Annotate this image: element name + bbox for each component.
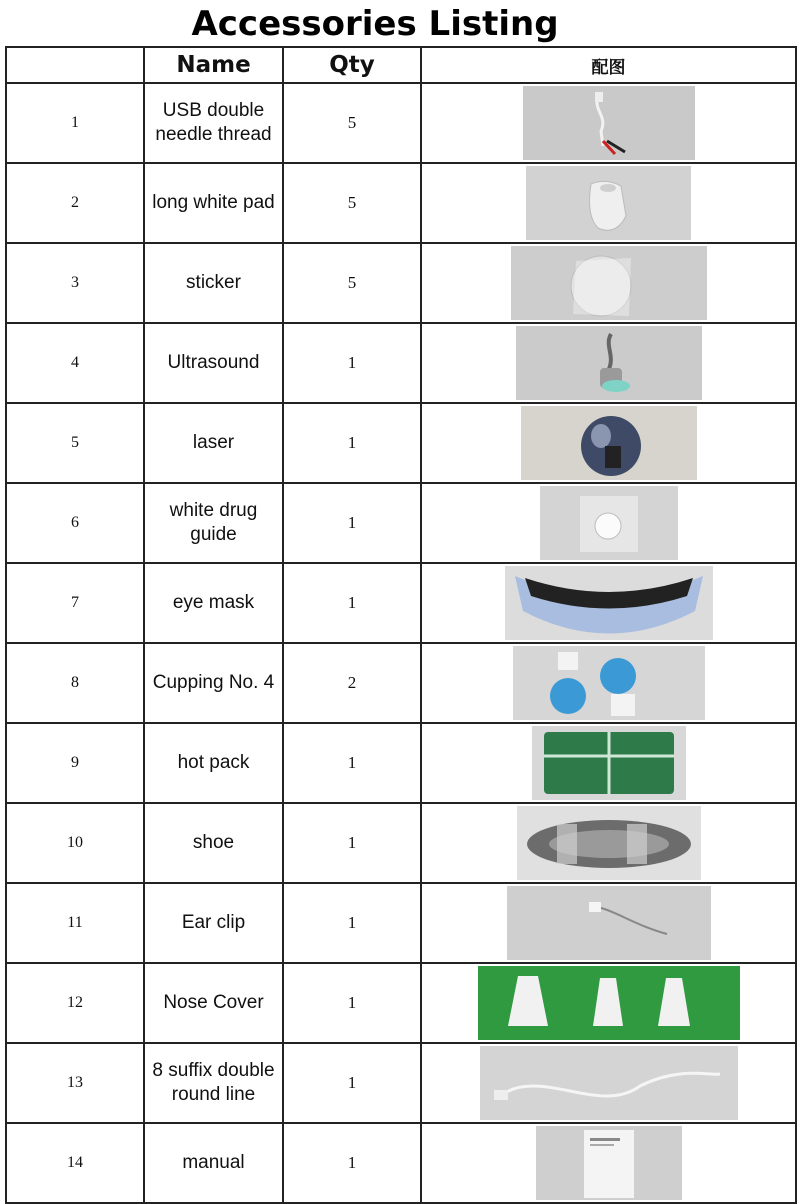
header-index (6, 47, 144, 83)
row-index: 2 (6, 163, 144, 243)
row-name: Nose Cover (144, 963, 283, 1043)
row-index: 9 (6, 723, 144, 803)
row-name: hot pack (144, 723, 283, 803)
row-qty: 5 (283, 163, 421, 243)
row-name: long white pad (144, 163, 283, 243)
row-qty: 1 (283, 883, 421, 963)
row-name: manual (144, 1123, 283, 1203)
row-name: Ear clip (144, 883, 283, 963)
row-qty: 1 (283, 323, 421, 403)
laser-photo (521, 406, 697, 480)
row-index: 14 (6, 1123, 144, 1203)
round-line-cable-photo (480, 1046, 738, 1120)
row-qty: 1 (283, 963, 421, 1043)
accessories-table (5, 46, 797, 1204)
manual-photo (536, 1126, 682, 1200)
table-row (6, 883, 796, 963)
table-row (6, 803, 796, 883)
sticker-photo (511, 246, 707, 320)
row-qty: 5 (283, 243, 421, 323)
row-index: 3 (6, 243, 144, 323)
row-qty: 5 (283, 83, 421, 163)
row-index: 4 (6, 323, 144, 403)
row-index: 10 (6, 803, 144, 883)
table-row (6, 563, 796, 643)
table-row (6, 643, 796, 723)
row-index: 1 (6, 83, 144, 163)
row-name: shoe (144, 803, 283, 883)
row-qty: 1 (283, 563, 421, 643)
table-row (6, 83, 796, 163)
ear-clip-photo (507, 886, 711, 960)
usb-double-needle-thread-photo (523, 86, 695, 160)
table-row (6, 483, 796, 563)
row-name: Ultrasound (144, 323, 283, 403)
table-header-row (6, 47, 796, 83)
table-row (6, 243, 796, 323)
row-index: 11 (6, 883, 144, 963)
row-name: laser (144, 403, 283, 483)
eye-mask-photo (505, 566, 713, 640)
nose-cover-photo (478, 966, 740, 1040)
row-qty: 1 (283, 723, 421, 803)
row-qty: 1 (283, 803, 421, 883)
long-white-pad-photo (526, 166, 691, 240)
row-qty: 2 (283, 643, 421, 723)
row-index: 8 (6, 643, 144, 723)
row-name: Cupping No. 4 (144, 643, 283, 723)
row-index: 6 (6, 483, 144, 563)
table-row (6, 403, 796, 483)
row-index: 5 (6, 403, 144, 483)
ultrasound-photo (516, 326, 702, 400)
table-row (6, 1043, 796, 1123)
shoe-photo (517, 806, 701, 880)
row-qty: 1 (283, 1043, 421, 1123)
table-row (6, 323, 796, 403)
cupping-photo (513, 646, 705, 720)
header-name: Name (144, 47, 283, 83)
page-title: Accessories Listing (191, 4, 559, 44)
row-qty: 1 (283, 403, 421, 483)
row-name: white drug guide (144, 483, 283, 563)
table-row (6, 163, 796, 243)
row-name: USB double needle thread (144, 83, 283, 163)
row-name: 8 suffix double round line (144, 1043, 283, 1123)
table-row (6, 963, 796, 1043)
header-picture: 配图 (421, 47, 796, 83)
row-index: 7 (6, 563, 144, 643)
row-qty: 1 (283, 1123, 421, 1203)
table-row (6, 1123, 796, 1203)
row-index: 12 (6, 963, 144, 1043)
white-drug-guide-photo (540, 486, 678, 560)
row-name: eye mask (144, 563, 283, 643)
row-qty: 1 (283, 483, 421, 563)
hot-pack-photo (532, 726, 686, 800)
table-row (6, 723, 796, 803)
row-name: sticker (144, 243, 283, 323)
row-index: 13 (6, 1043, 144, 1123)
header-qty: Qty (283, 47, 421, 83)
